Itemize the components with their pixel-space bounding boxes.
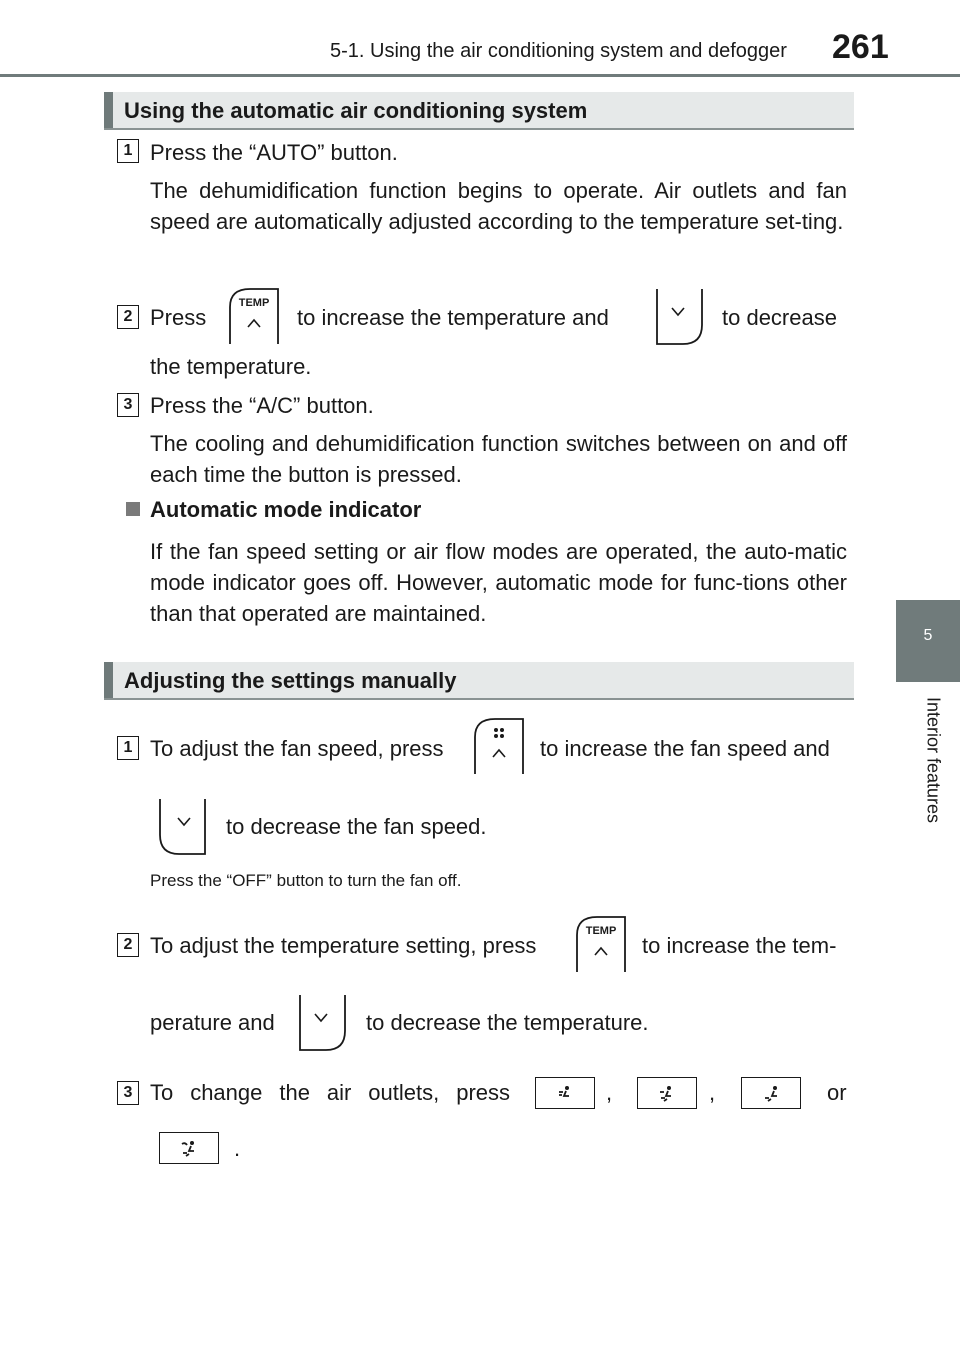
separator-comma: , bbox=[709, 1080, 716, 1105]
step-2-line2: the temperature. bbox=[150, 354, 312, 379]
feet-windshield-outlet-icon bbox=[159, 1132, 219, 1164]
face-feet-outlet-icon bbox=[637, 1077, 697, 1109]
section-header-manual bbox=[104, 662, 854, 700]
section-title-auto: Using the automatic air conditioning system bbox=[124, 98, 588, 123]
separator-comma: , bbox=[606, 1080, 613, 1105]
step-3-detail: The cooling and dehumidification function switches between on and off each time the button is pressed. bbox=[150, 431, 847, 487]
section-accent bbox=[104, 662, 113, 698]
step-1-text: Press the “AUTO” button. bbox=[150, 140, 398, 165]
header-section-title: 5-1. Using the air conditioning system and defogger bbox=[330, 40, 787, 62]
down-button-icon bbox=[158, 797, 208, 855]
manual-step-number-2: 2 bbox=[117, 933, 139, 957]
temp-label: TEMP bbox=[238, 297, 270, 309]
section-accent bbox=[104, 92, 113, 128]
feet-outlet-icon bbox=[741, 1077, 801, 1109]
step-number-3: 3 bbox=[117, 393, 139, 417]
chapter-label: Interior features bbox=[923, 696, 944, 824]
manual-step-2-a: To adjust the temperature setting, press bbox=[150, 933, 537, 958]
step-number-2: 2 bbox=[117, 305, 139, 329]
temp-up-button-icon bbox=[575, 915, 627, 973]
indicator-text: If the fan speed setting or air flow modes are operated, the auto-matic mode indicator goes off. However, automatic mode for func-tions other than that operated are maintained. bbox=[150, 539, 847, 626]
bullet-square-icon bbox=[126, 502, 140, 516]
or-text: or bbox=[827, 1080, 847, 1105]
manual-step-number-1: 1 bbox=[117, 736, 139, 760]
chapter-number: 5 bbox=[923, 627, 933, 644]
step-1-detail: The dehumidification function begins to operate. Air outlets and fan speed are automatically adjusted according to the temperature set-ting. bbox=[150, 178, 847, 234]
page-number: 261 bbox=[832, 28, 889, 66]
header-rule bbox=[0, 74, 960, 77]
face-outlet-icon bbox=[535, 1077, 595, 1109]
manual-step-2-c: perature and bbox=[150, 1010, 275, 1035]
step-2-mid: to increase the temperature and bbox=[297, 305, 609, 330]
indicator-heading-row bbox=[126, 497, 421, 523]
period-text: . bbox=[234, 1136, 241, 1161]
step-3-text: Press the “A/C” button. bbox=[150, 393, 374, 418]
section-title-manual: Adjusting the settings manually bbox=[124, 668, 457, 693]
manual-step-number-3: 3 bbox=[117, 1081, 139, 1105]
step-2-end: to decrease bbox=[722, 305, 837, 330]
temp-up-button-icon bbox=[228, 287, 280, 345]
section-header-auto bbox=[104, 92, 854, 130]
manual-step-1-c: to decrease the fan speed. bbox=[226, 814, 487, 839]
down-button-icon bbox=[298, 993, 348, 1051]
manual-step-2-d: to decrease the temperature. bbox=[366, 1010, 649, 1035]
manual-step-1-b: to increase the fan speed and bbox=[540, 736, 830, 761]
indicator-heading: Automatic mode indicator bbox=[150, 497, 422, 522]
step-number-1: 1 bbox=[117, 139, 139, 163]
manual-step-3-a: To change the air outlets, press bbox=[150, 1080, 510, 1105]
fan-up-button-icon bbox=[473, 717, 525, 775]
manual-step-1-a: To adjust the fan speed, press bbox=[150, 736, 444, 761]
step-2-press: Press bbox=[150, 305, 207, 330]
manual-step-1-note: Press the “OFF” button to turn the fan off. bbox=[150, 871, 462, 890]
temp-label: TEMP bbox=[585, 925, 617, 937]
manual-step-2-b: to increase the tem- bbox=[642, 933, 837, 958]
down-button-icon bbox=[655, 287, 705, 345]
